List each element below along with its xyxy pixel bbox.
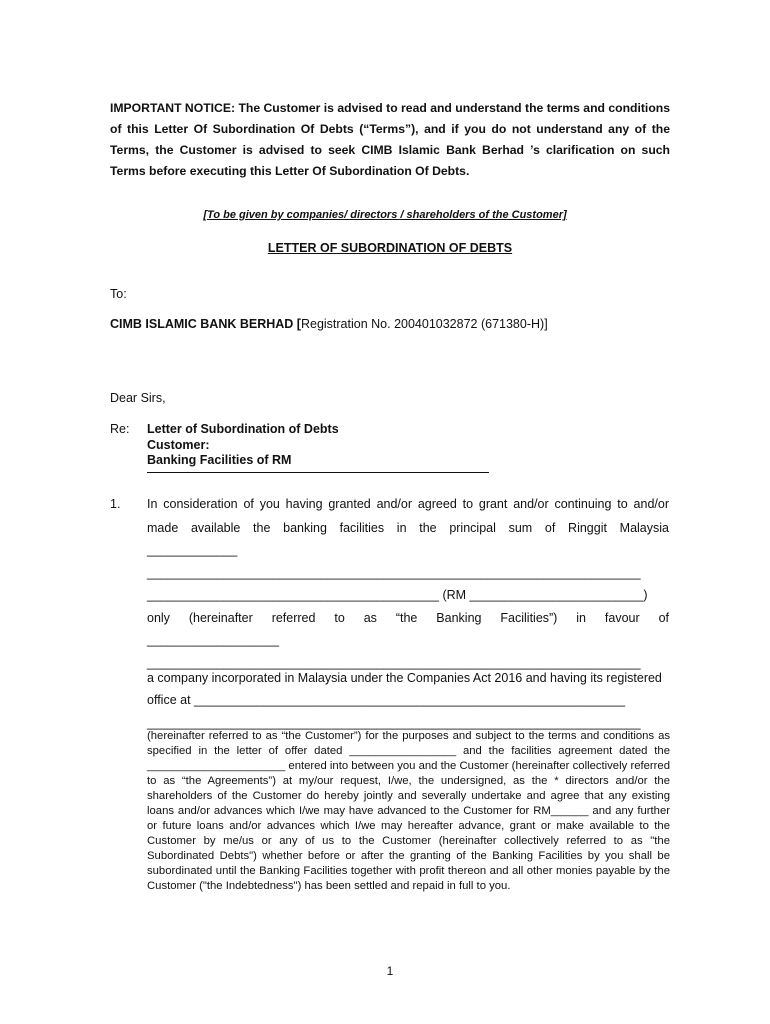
amount-line: __________________________________________ (RM _________________________) bbox=[147, 588, 648, 602]
blank-line: ___________________ bbox=[147, 633, 280, 647]
paragraph-number: 1. bbox=[110, 497, 121, 511]
instruction-note: [To be given by companies/ directors / shareholders of the Customer] bbox=[203, 209, 567, 221]
re-label: Re: bbox=[110, 422, 130, 436]
paragraph-line: In consideration of you having granted and/or agreed to grant and/or continuing to and/or bbox=[147, 497, 669, 511]
bank-registration: Registration No. 200401032872 (671380-H)] bbox=[300, 317, 548, 331]
important-notice: IMPORTANT NOTICE: The Customer is advised to read and understand the terms and conditions of this Letter Of Subordination Of Debts (“Terms”), and if you do not understand any of the Terms, the Customer is advised to seek CIMB Islamic Bank Berhad ’s clarification on such Terms before executing this Letter Of Subordination Of Debts. bbox=[110, 101, 670, 178]
re-subject: Letter of Subordination of Debts bbox=[147, 422, 339, 436]
re-subject-block bbox=[147, 422, 489, 473]
document-title: LETTER OF SUBORDINATION OF DEBTS bbox=[267, 241, 513, 255]
salutation: Dear Sirs, bbox=[110, 391, 166, 405]
to-label: To: bbox=[110, 287, 127, 301]
page-number: 1 bbox=[386, 964, 394, 978]
blank-line: _______________________________________________________________________ bbox=[147, 716, 641, 730]
office-line: office at ______________________________________________________________ bbox=[147, 693, 626, 707]
bank-name: CIMB ISLAMIC BANK BERHAD [ bbox=[110, 317, 301, 331]
blank-line: _______________________________________________________________________ bbox=[147, 656, 641, 670]
addressee bbox=[110, 317, 548, 331]
paragraph-line: only (hereinafter referred to as “the Banking Facilities”) in favour of bbox=[147, 611, 669, 625]
re-customer: Customer: bbox=[147, 437, 210, 452]
re-facilities: Banking Facilities of RM bbox=[147, 453, 292, 467]
paragraph-line: made available the banking facilities in the principal sum of Ringgit Malaysia bbox=[147, 521, 669, 535]
paragraph-line: a company incorporated in Malaysia under the Companies Act 2016 and having its registered bbox=[147, 671, 662, 685]
blank-line: _____________ bbox=[147, 543, 238, 557]
paragraph-body: (hereinafter referred to as “the Customer”) for the purposes and subject to the terms and conditions as specified in the letter of offer dated _________________ and the facilities agreement dated the ______________________ entered into between you and the Customer (hereinafter collectively referred to as “the Agreements”) at my/our request, I/we, the undersigned, as the * directors and/or the shareholders of the Customer do hereby jointly and severally undertake and agree that any existing loans and/or advances which I/we may have advanced to the Customer for RM______ and any further or future loans and/or advances which I/we may hereafter advance, grant or make available to the Customer by me/us or any of us to the Customer (hereinafter collectively referred to as "the Subordinated Debts") whether before or after the granting of the Banking Facilities by you shall be subordinated until the Banking Facilities together with profit thereon and all other monies payable by the Customer ("the Indebtedness") has been settled and repaid in full to you. bbox=[147, 730, 670, 892]
blank-line: _______________________________________________________________________ bbox=[147, 566, 641, 580]
